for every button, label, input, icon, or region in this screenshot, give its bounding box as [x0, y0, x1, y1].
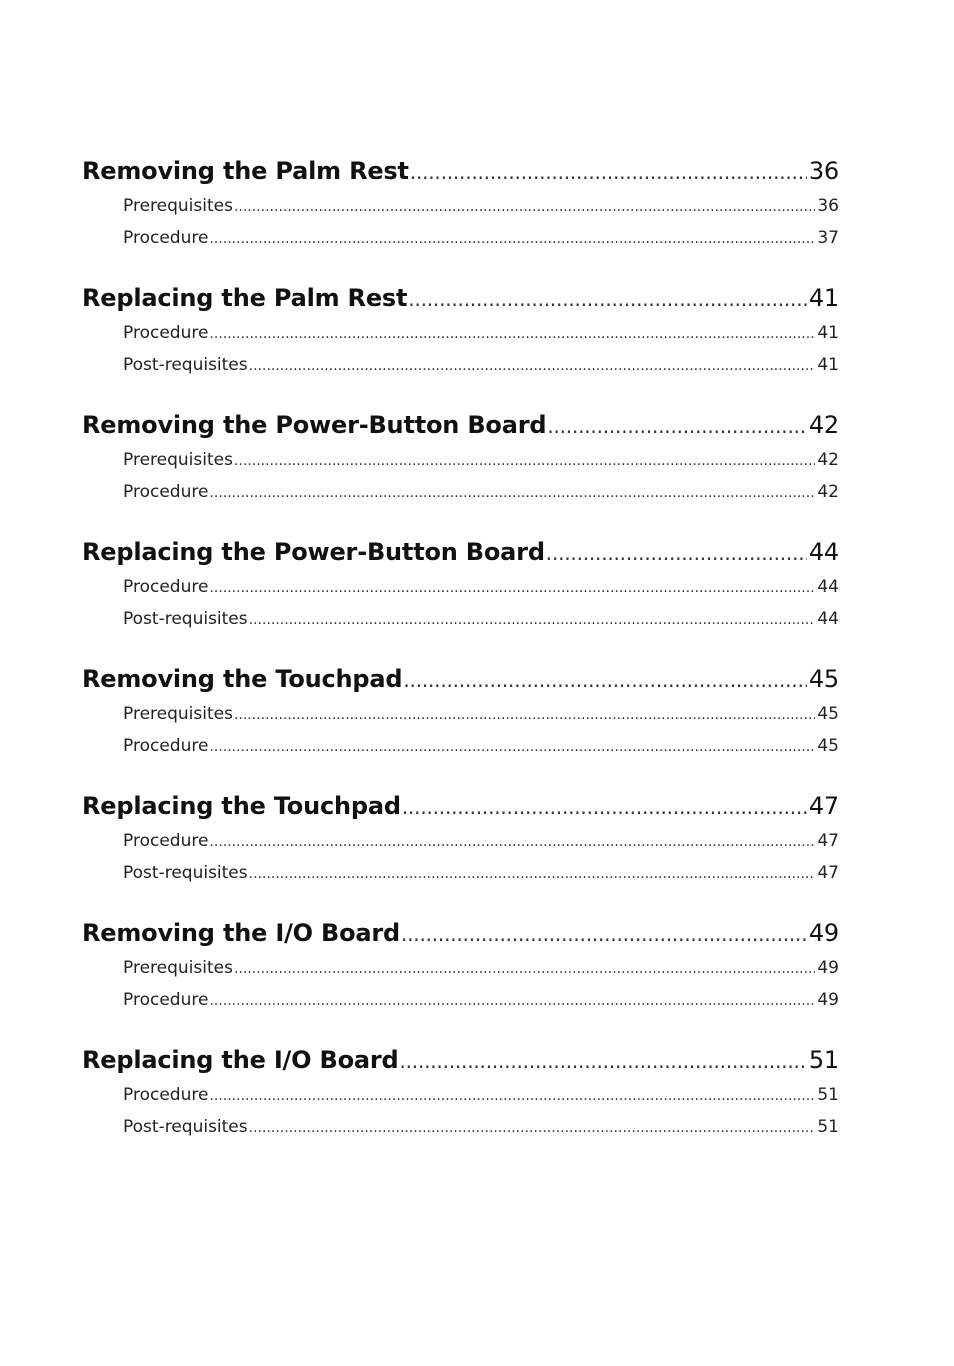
toc-subentry[interactable] [82, 444, 839, 476]
dot-leader [547, 407, 807, 445]
toc-entry-replacing-touchpad[interactable] [82, 787, 839, 825]
toc-subentry-page: 42 [817, 450, 839, 470]
toc-subentry[interactable] [82, 857, 839, 889]
table-of-contents [82, 152, 839, 1168]
dot-leader [209, 318, 815, 350]
toc-entry-page: 36 [808, 157, 839, 185]
dot-leader [410, 153, 807, 191]
toc-subentry[interactable] [82, 952, 839, 984]
toc-subentry-page: 41 [817, 355, 839, 375]
toc-entry-title: Replacing the I/O Board [82, 1046, 399, 1074]
dot-leader [408, 280, 807, 318]
toc-subentry-page: 47 [817, 831, 839, 851]
toc-subentry-page: 37 [817, 228, 839, 248]
dot-leader [209, 223, 815, 255]
dot-leader [209, 477, 815, 509]
toc-entry-removing-palm-rest[interactable] [82, 152, 839, 190]
toc-entry-page: 45 [808, 665, 839, 693]
toc-subentry-label: Procedure [123, 482, 209, 502]
toc-subentry[interactable] [82, 1111, 839, 1143]
toc-subentry-label: Prerequisites [123, 958, 233, 978]
toc-subentry[interactable] [82, 571, 839, 603]
dot-leader [402, 788, 807, 826]
toc-subentry-label: Post-requisites [123, 355, 248, 375]
toc-entry-removing-io-board[interactable] [82, 914, 839, 952]
toc-subentry[interactable] [82, 603, 839, 635]
toc-subentry-page: 44 [817, 609, 839, 629]
toc-entry-title: Replacing the Power-Button Board [82, 538, 545, 566]
toc-subentry-label: Procedure [123, 990, 209, 1010]
dot-leader [249, 1112, 816, 1144]
toc-subentry-page: 47 [817, 863, 839, 883]
toc-subentry-label: Post-requisites [123, 1117, 248, 1137]
toc-entry-page: 49 [808, 919, 839, 947]
toc-subentry[interactable] [82, 825, 839, 857]
dot-leader [234, 445, 815, 477]
toc-subentry-label: Procedure [123, 323, 209, 343]
toc-section [82, 787, 839, 889]
toc-subentry-label: Prerequisites [123, 450, 233, 470]
toc-entry-page: 47 [808, 792, 839, 820]
toc-entry-page: 42 [808, 411, 839, 439]
toc-subentry-page: 51 [817, 1117, 839, 1137]
toc-subentry-label: Procedure [123, 831, 209, 851]
toc-subentry[interactable] [82, 730, 839, 762]
dot-leader [209, 731, 815, 763]
toc-subentry-page: 49 [817, 990, 839, 1010]
toc-entry-replacing-io-board[interactable] [82, 1041, 839, 1079]
toc-subentry[interactable] [82, 1079, 839, 1111]
toc-subentry[interactable] [82, 349, 839, 381]
toc-entry-title: Replacing the Touchpad [82, 792, 401, 820]
toc-section [82, 1041, 839, 1143]
toc-section [82, 533, 839, 635]
toc-subentry-label: Prerequisites [123, 704, 233, 724]
toc-subentry[interactable] [82, 317, 839, 349]
toc-subentry-page: 45 [817, 736, 839, 756]
toc-entry-title: Removing the Touchpad [82, 665, 403, 693]
dot-leader [209, 572, 815, 604]
dot-leader [234, 953, 815, 985]
toc-subentry[interactable] [82, 476, 839, 508]
dot-leader [249, 858, 816, 890]
toc-entry-page: 41 [808, 284, 839, 312]
toc-subentry-page: 41 [817, 323, 839, 343]
dot-leader [403, 661, 806, 699]
toc-section [82, 660, 839, 762]
toc-subentry[interactable] [82, 984, 839, 1016]
toc-subentry-page: 44 [817, 577, 839, 597]
dot-leader [209, 1080, 815, 1112]
dot-leader [546, 534, 807, 572]
toc-section [82, 914, 839, 1016]
toc-subentry-label: Post-requisites [123, 863, 248, 883]
dot-leader [234, 191, 815, 223]
toc-entry-title: Removing the I/O Board [82, 919, 400, 947]
dot-leader [399, 1042, 806, 1080]
toc-subentry[interactable] [82, 222, 839, 254]
dot-leader [249, 604, 816, 636]
toc-subentry-page: 42 [817, 482, 839, 502]
dot-leader [209, 985, 815, 1017]
toc-entry-removing-touchpad[interactable] [82, 660, 839, 698]
toc-subentry[interactable] [82, 698, 839, 730]
toc-subentry-label: Procedure [123, 1085, 209, 1105]
toc-subentry[interactable] [82, 190, 839, 222]
toc-section [82, 406, 839, 508]
dot-leader [234, 699, 815, 731]
dot-leader [209, 826, 815, 858]
toc-entry-title: Removing the Power-Button Board [82, 411, 547, 439]
toc-subentry-label: Procedure [123, 228, 209, 248]
toc-subentry-page: 36 [817, 196, 839, 216]
toc-subentry-label: Prerequisites [123, 196, 233, 216]
toc-section [82, 152, 839, 254]
toc-subentry-label: Procedure [123, 736, 209, 756]
toc-subentry-label: Post-requisites [123, 609, 248, 629]
toc-entry-page: 51 [808, 1046, 839, 1074]
toc-entry-page: 44 [808, 538, 839, 566]
dot-leader [401, 915, 807, 953]
toc-entry-title: Replacing the Palm Rest [82, 284, 408, 312]
toc-entry-title: Removing the Palm Rest [82, 157, 409, 185]
toc-entry-replacing-palm-rest[interactable] [82, 279, 839, 317]
toc-entry-replacing-power-button-board[interactable] [82, 533, 839, 571]
toc-section [82, 279, 839, 381]
toc-subentry-page: 45 [817, 704, 839, 724]
toc-subentry-page: 51 [817, 1085, 839, 1105]
toc-entry-removing-power-button-board[interactable] [82, 406, 839, 444]
toc-subentry-label: Procedure [123, 577, 209, 597]
dot-leader [249, 350, 816, 382]
toc-subentry-page: 49 [817, 958, 839, 978]
